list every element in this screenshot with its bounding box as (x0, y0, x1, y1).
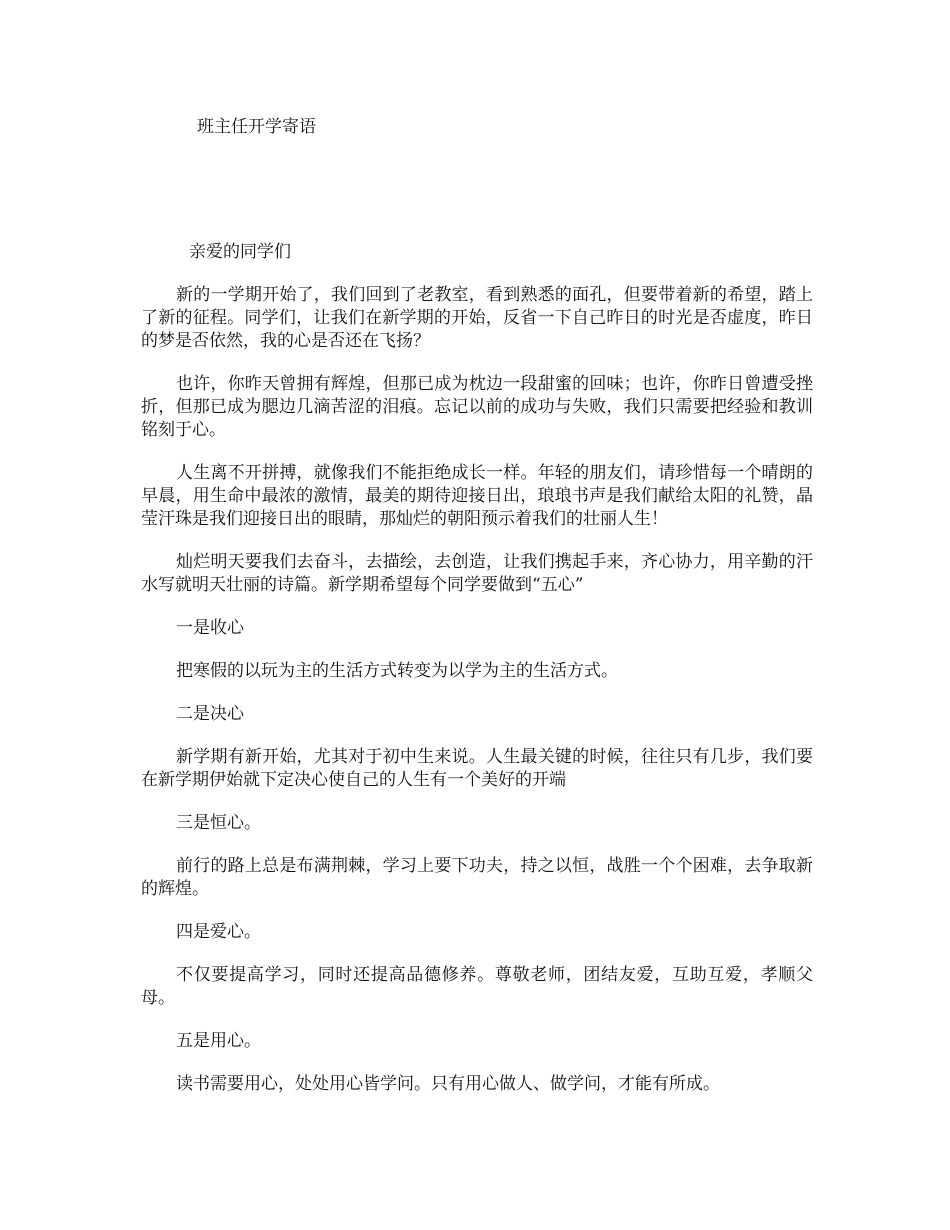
section-heading-3: 三是恒心。 (176, 813, 261, 833)
section-heading-4: 四是爱心。 (176, 922, 261, 942)
paragraph-2: 也许，你昨天曾拥有辉煌，但那已成为枕边一段甜蜜的回味；也许，你昨日曾遭受挫折，但那已成为腮边几滴苦涩的泪痕。忘记以前的成功与失败，我们只需要把经验和教训铭刻于心。 (141, 374, 813, 440)
section-heading-1: 一是收心 (176, 618, 244, 638)
paragraph-5: 把寒假的以玩为主的生活方式转变为以学为主的生活方式。 (176, 661, 618, 681)
paragraph-8: 不仅要提高学习，同时还提高品德修养。尊敬老师，团结友爱，互助互爱，孝顺父母。 (141, 965, 813, 1008)
paragraph-9: 读书需要用心，处处用心皆学问。只有用心做人、做学问，才能有所成。 (176, 1074, 720, 1094)
paragraph-7: 前行的路上总是布满荆棘，学习上要下功夫，持之以恒，战胜一个个困难，去争取新的辉煌。 (141, 856, 813, 899)
paragraph-6: 新学期有新开始，尤其对于初中生来说。人生最关键的时候，往往只有几步，我们要在新学期伊始就下定决心使自己的人生有一个美好的开端 (141, 747, 813, 790)
paragraph-3: 人生离不开拼搏，就像我们不能拒绝成长一样。年轻的朋友们，请珍惜每一个晴朗的早晨，用生命中最浓的激情，最美的期待迎接日出，琅琅书声是我们献给太阳的礼赞，晶莹汗珠是我们迎接日出的眼睛，那灿烂的朝阳预示着我们的壮丽人生！ (141, 463, 813, 529)
document-title: 班主任开学寄语 (197, 117, 316, 137)
paragraph-1: 新的一学期开始了，我们回到了老教室，看到熟悉的面孔，但要带着新的希望，踏上了新的征程。同学们，让我们在新学期的开始，反省一下自己昨日的时光是否虚度，昨日的梦是否依然，我的心是否还在飞扬？ (141, 285, 813, 351)
paragraph-4: 灿烂明天要我们去奋斗，去描绘，去创造，让我们携起手来，齐心协力，用辛勤的汗水写就明天壮丽的诗篇。新学期希望每个同学要做到“五心” (141, 552, 813, 595)
salutation: 亲爱的同学们 (189, 242, 291, 262)
section-heading-2: 二是决心 (176, 704, 244, 724)
document-body (141, 284, 813, 1116)
section-heading-5: 五是用心。 (176, 1031, 261, 1051)
